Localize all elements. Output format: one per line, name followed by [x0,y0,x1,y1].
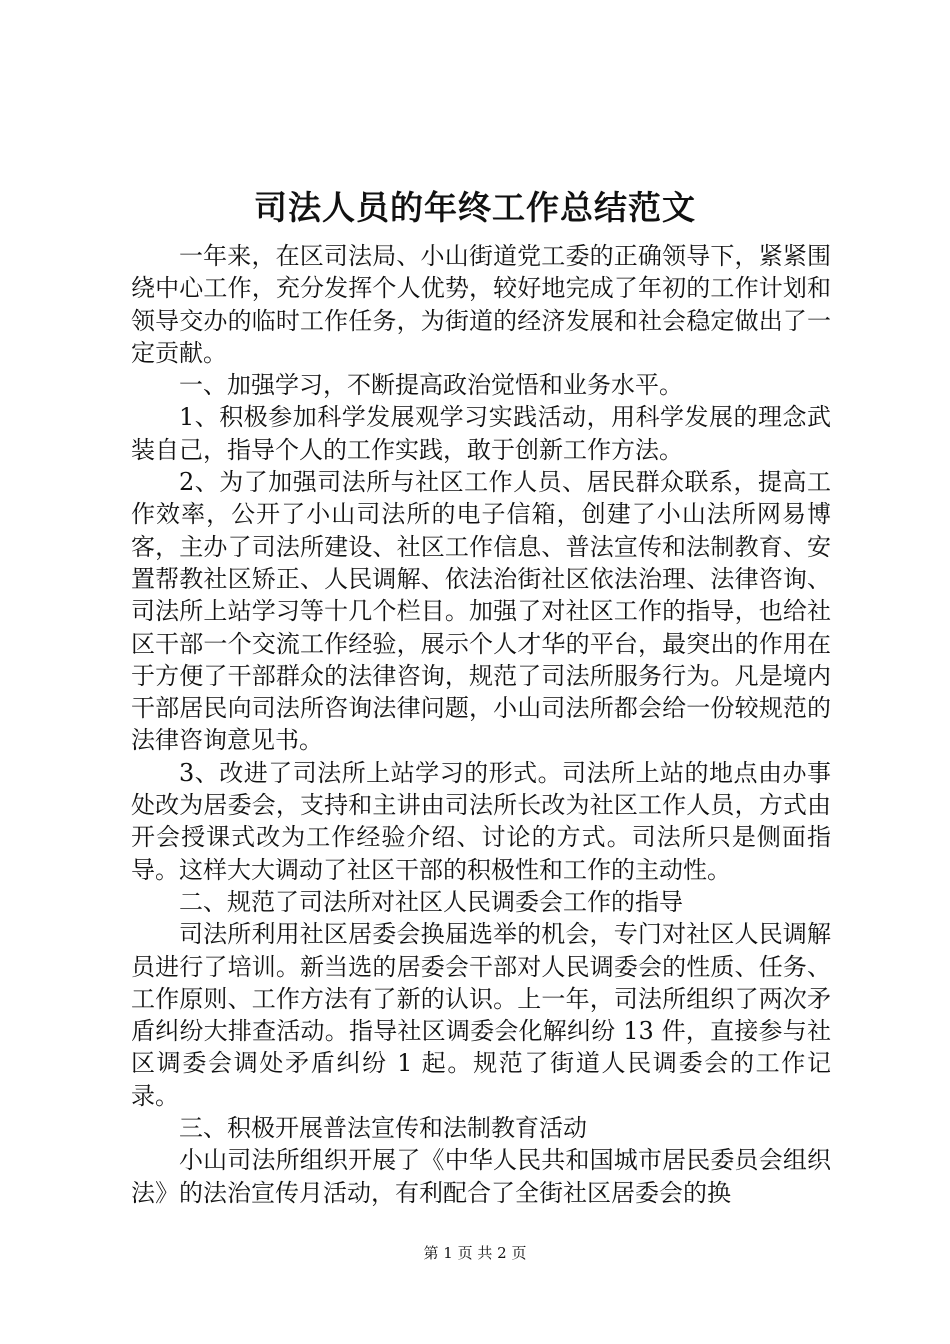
page-number: 第 1 页 共 2 页 [423,1244,527,1262]
document-title: 司法人员的年终工作总结范文 [254,188,696,227]
paragraph-item-1: 1、积极参加科学发展观学习实践活动，用科学发展的理念武装自己，指导个人的工作实践，敢于创新工作方法。 [131,403,831,464]
section-heading-3: 三、积极开展普法宣传和法制教育活动 [179,1114,587,1143]
paragraph-legal-education: 小山司法所组织开展了《中华人民共和国城市居民委员会组织法》的法治宣传月活动，有利配合了全街社区居委会的换 [131,1146,831,1207]
paragraph-item-2: 2、为了加强司法所与社区工作人员、居民群众联系，提高工作效率，公开了小山司法所的电子信箱，创建了小山法所网易博客，主办了司法所建设、社区工作信息、普法宣传和法制教育、安置帮教社区矫正、人民调解、依法治街社区依法治理、法律咨询、司法所上站学习等十几个栏目。加强了对社区工作的指导，也给社区干部一个交流工作经验，展示个人才华的平台，最突出的作用在于方便了干部群众的法律咨询，规范了司法所服务行为。凡是境内干部居民向司法所咨询法律问题，小山司法所都会给一份较规范的法律咨询意见书。 [131,468,831,755]
section-heading-1: 一、加强学习，不断提高政治觉悟和业务水平。 [179,371,683,400]
paragraph-mediation: 司法所利用社区居委会换届选举的机会，专门对社区人民调解员进行了培训。新当选的居委会干部对人民调委会的性质、任务、工作原则、工作方法有了新的认识。上一年，司法所组织了两次矛盾纠纷大排查活动。指导社区调委会化解纠纷 13 件，直接参与社区调委会调处矛盾纠纷 1 起。规范了街道人民调委会的工作记录。 [131,920,831,1110]
paragraph-intro: 一年来，在区司法局、小山街道党工委的正确领导下，紧紧围绕中心工作，充分发挥个人优势，较好地完成了年初的工作计划和领导交办的临时工作任务，为街道的经济发展和社会稳定做出了一定贡献。 [131,242,831,367]
section-heading-2: 二、规范了司法所对社区人民调委会工作的指导 [179,887,683,916]
paragraph-item-3: 3、改进了司法所上站学习的形式。司法所上站的地点由办事处改为居委会，支持和主讲由司法所长改为社区工作人员，方式由开会授课式改为工作经验介绍、讨论的方式。司法所只是侧面指导。这样大大调动了社区干部的积极性和工作的主动性。 [131,758,831,884]
document-body [131,240,831,1209]
